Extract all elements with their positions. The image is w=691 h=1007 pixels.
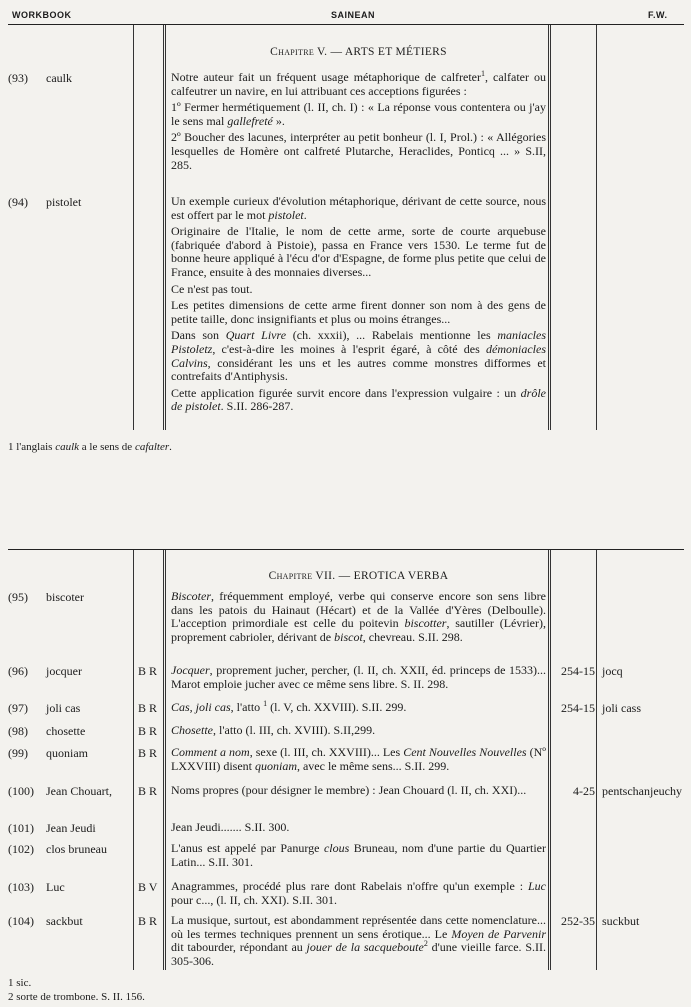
chapter-name: — ARTS ET MÉTIERS (330, 46, 447, 58)
column-divider (596, 550, 597, 970)
column-divider (548, 550, 551, 970)
footnote: 2 sorte de trombone. S. II. 156. (8, 991, 145, 1003)
entry-word: chosette (46, 724, 86, 738)
entry-number: (100) (8, 784, 34, 798)
entry-ref: 254-15 (561, 664, 595, 678)
footnote: 1 l'anglais caulk a le sens de cafalter. (8, 441, 172, 453)
entry-number: (94) (8, 195, 28, 209)
chapter-label: Chapitre V. (270, 46, 328, 58)
entry-number: (102) (8, 842, 34, 856)
chapter-title (171, 570, 546, 582)
entry-english: pentschanjeuchy (602, 784, 682, 798)
entry-body: Noms propres (pour désigner le membre) : Jean Chouard (l. II, ch. XXI)... (171, 783, 527, 797)
entry-word: sackbut (46, 914, 83, 928)
entry-code: B R (138, 746, 158, 760)
entry-code: B R (138, 664, 158, 678)
column-divider (133, 550, 134, 970)
chapter-title (171, 46, 546, 58)
entry-body: La musique, surtout, est abondamment représentée dans cette nomenclature... où les termes techniques prennent un sens érotique... Le Moyen de Parvenir dit tabourder, répondant au jouer de la sacqueboute$^2$ d'une vieille farce. S.II. 305-306. (171, 913, 546, 968)
entry-code: B R (138, 784, 158, 798)
entry-body: Biscoter, fréquemment employé, verbe qui conserve encore son sens libre dans les patois du Hainaut (Hécart) et de la Vallée d'Yères (Delboulle). L'acception primordiale est celle du poitevin biscotter, sautiller (Lévrier), proprement cabrioler, dérivant de biscot, chevreau. S.II. 298. (171, 589, 546, 644)
entry-number: (95) (8, 590, 28, 604)
header-sainean: SAINEAN (331, 10, 376, 20)
entry-body: Comment a nom, sexe (l. III, ch. XXVIII)... Les Cent Nouvelles Nouvelles (Nº LXXVIII) disent quoniam, avec le même sens... S.II. 299. (171, 745, 547, 773)
header-fw: F.W. (648, 10, 668, 20)
entry-english: jocq (602, 664, 623, 678)
section-rule (8, 549, 684, 550)
chapter-label: Chapitre VII. (268, 570, 336, 582)
entry-number: (97) (8, 701, 28, 715)
entry-number: (104) (8, 914, 34, 928)
entry-word: quoniam (46, 746, 88, 760)
entry-body: Notre auteur fait un fréquent usage métaphorique de calfreter$^1$, calfater ou calfeutrer un navire, en lui attribuant ces acceptions figurées : 1º Fermer hermétiquement (l. II, ch. I) : « La réponse vous contentera ou j'ay le sens mal gallefreté ». 2º Boucher des lacunes, interpréter au petit bonheur (l. I, Prol.) : « Allégories lesquelles de Homère ont calfreté Plutarche, Heraclides, Ponticq ... » S.II, 285. (171, 69, 546, 172)
entry-number: (103) (8, 880, 34, 894)
entry-body: Cas, joli cas, l'atto $^1$ (l. V, ch. XXVIII). S.II. 299. (171, 699, 407, 714)
footnote: 1 sic. (8, 977, 32, 989)
entry-english: joli cass (602, 701, 641, 715)
entry-body: Un exemple curieux d'évolution métaphorique, dérivant de cette source, nous est offert par le mot pistolet. Originaire de l'Italie, le nom de cette arme, sorte de courte arquebuse (fabriquée d'abord à Pistoie), passa en France vers 1530. Le terme fut de bonne heure appliqué à l'écu d'or d'Espagne, de forme plus petite que celui de France, ensuite à des monnaies diverses... Ce n'est pas tout. Les petites dimensions de cette arme firent donner son nom à des gens de petite taille, donc insignifiants et plus ou moins étranges... Dans son Quart Livre (ch. xxxii), ... Rabelais mentionne les maniacles Pistoletz, c'est-à-dire les moines à l'esprit égaré, à côté des démoniacles Calvins, considérant les uns et les autres comme monstres difformes et contrefaits d'Antiphysis. Cette application figurée survit encore dans l'expression vulgaire : un drôle de pistolet. S.II. 286-287. (171, 194, 546, 414)
entry-english: suckbut (602, 914, 640, 928)
entry-code: B V (138, 880, 158, 894)
entry-word: Jean Jeudi (46, 821, 96, 835)
entry-number: (93) (8, 71, 28, 85)
entry-ref: 252-35 (561, 914, 595, 928)
entry-ref: 254-15 (561, 701, 595, 715)
entry-code: B R (138, 724, 158, 738)
column-divider (596, 25, 597, 430)
entry-number: (101) (8, 821, 34, 835)
entry-body: Jean Jeudi....... S.II. 300. (171, 820, 290, 834)
entry-word: Jean Chouart, (46, 784, 112, 798)
entry-body: Chosette, l'atto (l. III, ch. XVIII). S.II,299. (171, 723, 376, 737)
entry-word: Luc (46, 880, 65, 894)
entry-number: (99) (8, 746, 28, 760)
entry-word: pistolet (46, 195, 82, 209)
header-workbook: WORKBOOK (12, 10, 72, 20)
entry-body: Jocquer, proprement jucher, percher, (l. II, ch. XXII, éd. princeps de 1533)... Marot emploie jucher avec ce même sens libre. S. II. 298. (171, 663, 546, 691)
entry-word: jocquer (46, 664, 82, 678)
column-divider (163, 550, 166, 970)
entry-word: caulk (46, 71, 72, 85)
column-divider (548, 25, 551, 430)
entry-body: Anagrammes, procédé plus rare dont Rabelais n'offre qu'un exemple : Luc pour c..., (l. II, ch. XXI). S.II. 301. (171, 879, 546, 907)
column-divider (133, 25, 134, 430)
entry-word: clos bruneau (46, 842, 107, 856)
entry-word: joli cas (46, 701, 81, 715)
entry-body: L'anus est appelé par Panurge clous Bruneau, nom d'une partie du Quartier Latin... S.II. 301. (171, 841, 546, 869)
entry-word: biscoter (46, 590, 84, 604)
column-divider (163, 25, 166, 430)
entry-number: (96) (8, 664, 28, 678)
entry-ref: 4-25 (573, 784, 595, 798)
entry-code: B R (138, 701, 158, 715)
chapter-name: — EROTICA VERBA (338, 570, 449, 582)
entry-number: (98) (8, 724, 28, 738)
entry-code: B R (138, 914, 158, 928)
top-rule (8, 24, 684, 25)
